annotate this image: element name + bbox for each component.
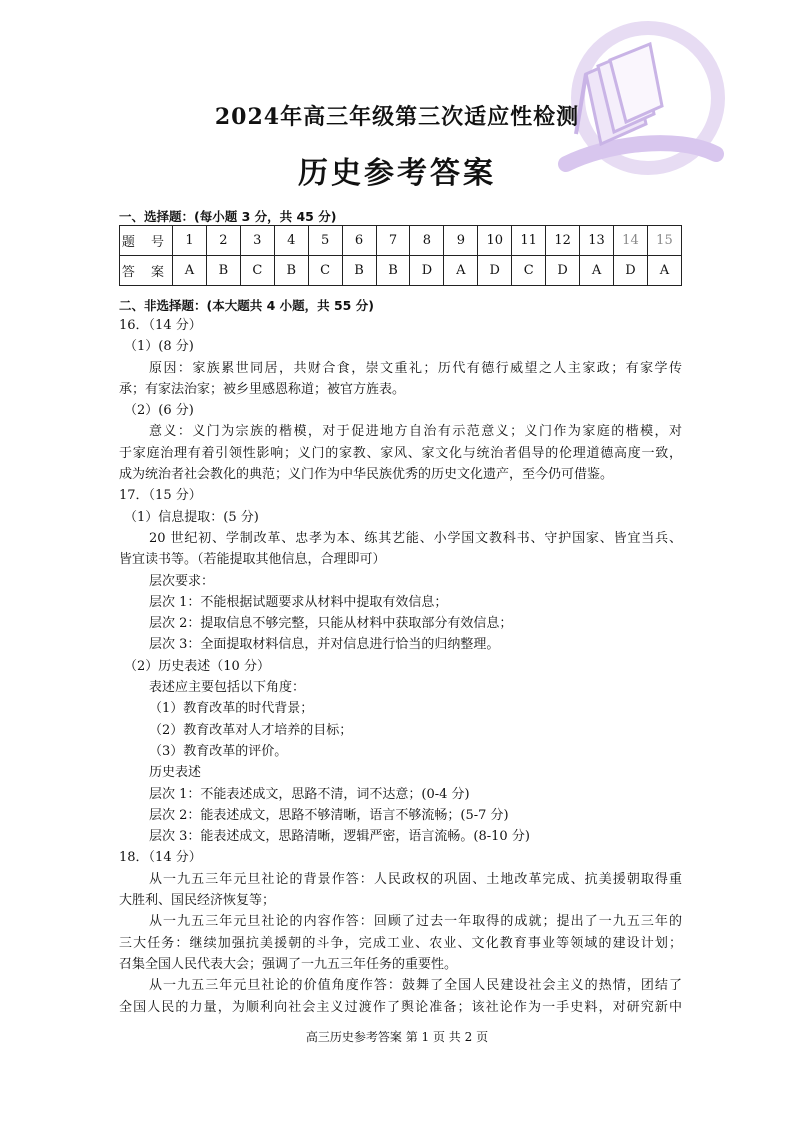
question-number: 15 xyxy=(647,226,681,256)
paragraph-line: 层次 2：提取信息不够完整，只能从材料中获取部分有效信息； xyxy=(149,616,513,632)
question-number: 3 xyxy=(240,226,274,256)
paragraph-line: 三大任务：继续加强抗美援朝的斗争，完成工业、农业、文化教育事业等领域的建设计划； xyxy=(119,935,682,951)
answer-cell: C xyxy=(240,256,274,286)
section1-heading: 一、选择题：(每小题 3 分，共 45 分) xyxy=(119,209,337,224)
subquestion-heading: （1）(8 分) xyxy=(124,339,194,355)
paragraph-line: 从一九五三年元旦社论的价值角度作答：鼓舞了全国人民建设社会主义的热情，团结了 xyxy=(149,978,682,994)
paragraph-line: 层次 1：不能表述成文，思路不清，词不达意；(0-4 分) xyxy=(149,786,470,802)
subquestion-heading: （1）信息提取：(5 分) xyxy=(124,509,259,525)
table-row xyxy=(120,226,682,256)
answer-cell: D xyxy=(410,256,444,286)
answer-cell: D xyxy=(478,256,512,286)
answer-cell: A xyxy=(173,256,207,286)
question-number: 10 xyxy=(478,226,512,256)
question-number: 1 xyxy=(173,226,207,256)
section2-heading: 二、非选择题：(本大题共 4 小题，共 55 分) xyxy=(119,298,374,313)
paragraph-line: 层次 3：能表述成文，思路清晰，逻辑严密，语言流畅。(8-10 分) xyxy=(149,829,530,845)
question-number: 13 xyxy=(580,226,614,256)
list-item: （3）教育改革的评价。 xyxy=(149,743,288,759)
table-row xyxy=(120,256,682,286)
question-heading: 17．（15 分） xyxy=(119,488,202,504)
paragraph-line: 表述应主要包括以下角度： xyxy=(149,680,306,696)
paragraph-line: 从一九五三年元旦社论的背景作答：人民政权的巩固、土地改革完成、抗美援朝取得重 xyxy=(149,871,682,887)
exam-title: 2024年高三年级第三次适应性检测 xyxy=(214,104,580,130)
answer-cell: C xyxy=(308,256,342,286)
paragraph-line: 召集全国人民代表大会；强调了一九五三年任务的重要性。 xyxy=(119,956,458,972)
page-footer: 高三历史参考答案 第 1 页 共 2 页 xyxy=(305,1030,489,1044)
paragraph-line: 层次 3：全面提取材料信息，并对信息进行恰当的归纳整理。 xyxy=(149,637,500,653)
question-number: 2 xyxy=(206,226,240,256)
paragraph-line: 承；有家法治家；被乡里感恩称道；被官方旌表。 xyxy=(119,381,406,397)
question-number: 11 xyxy=(512,226,546,256)
paragraph-line: 大胜利、国民经济恢复等； xyxy=(119,893,276,909)
paragraph-line: 意义：义门为宗族的楷模，对于促进地方自治有示范意义；义门作为家庭的楷模，对 xyxy=(149,424,682,440)
row-label: 答 案 xyxy=(120,256,173,286)
paragraph-line: 原因：家族累世同居，共财合食，崇文重礼；历代有德行威望之人主家政；有家学传 xyxy=(149,360,682,376)
answer-cell: B xyxy=(376,256,410,286)
paragraph-line: 历史表述 xyxy=(149,765,202,781)
question-heading: 16．（14 分） xyxy=(119,318,202,333)
question-number: 14 xyxy=(613,226,647,256)
page-title: 历史参考答案 xyxy=(298,156,496,191)
question-number: 5 xyxy=(308,226,342,256)
question-number: 4 xyxy=(274,226,308,256)
paragraph-line: 层次 2：能表述成文，思路不够清晰，语言不够流畅；(5-7 分) xyxy=(149,807,509,823)
answer-body xyxy=(119,315,682,1018)
question-number: 12 xyxy=(546,226,580,256)
question-heading: 18．（14 分） xyxy=(119,850,202,866)
paragraph-line: 成为统治者社会教化的典范；义门作为中华民族优秀的历史文化遗产，至今仍可借鉴。 xyxy=(119,467,614,483)
list-item: （2）教育改革对人才培养的目标； xyxy=(149,722,353,738)
row-label: 题 号 xyxy=(120,226,173,256)
paragraph-line: 20 世纪初、学制改革、忠孝为本、练其艺能、小学国文教科书、守护国家、皆宜当兵、 xyxy=(149,530,682,546)
answer-cell: D xyxy=(613,256,647,286)
answer-cell: A xyxy=(647,256,681,286)
paragraph-line: 层次 1：不能根据试题要求从材料中提取有效信息； xyxy=(149,594,448,610)
list-item: （1）教育改革的时代背景； xyxy=(149,701,314,717)
answer-cell: B xyxy=(274,256,308,286)
question-number: 9 xyxy=(444,226,478,256)
question-number: 6 xyxy=(342,226,376,256)
question-number: 7 xyxy=(376,226,410,256)
answer-cell: B xyxy=(206,256,240,286)
paragraph-line: 于家庭治理有着引领性影响；义门的家教、家风、家文化与统治者倡导的伦理道德高度一致， xyxy=(119,445,682,461)
paragraph-line: 全国人民的力量，为顺利向社会主义过渡作了舆论准备；该社论作为一手史料，对研究新中 xyxy=(119,999,682,1015)
paragraph-line: 层次要求： xyxy=(149,573,215,589)
answer-table xyxy=(119,225,682,286)
answer-cell: A xyxy=(580,256,614,286)
answer-cell: C xyxy=(512,256,546,286)
subquestion-heading: （2）历史表述（10 分） xyxy=(124,658,270,674)
answer-cell: D xyxy=(546,256,580,286)
answer-cell: A xyxy=(444,256,478,286)
paragraph-line: 从一九五三年元旦社论的内容作答：回顾了过去一年取得的成就；提出了一九五三年的 xyxy=(149,914,682,930)
question-number: 8 xyxy=(410,226,444,256)
subquestion-heading: （2）(6 分) xyxy=(124,403,194,419)
answer-cell: B xyxy=(342,256,376,286)
paragraph-line: 皆宜读书等。（若能提取其他信息，合理即可） xyxy=(119,552,386,568)
